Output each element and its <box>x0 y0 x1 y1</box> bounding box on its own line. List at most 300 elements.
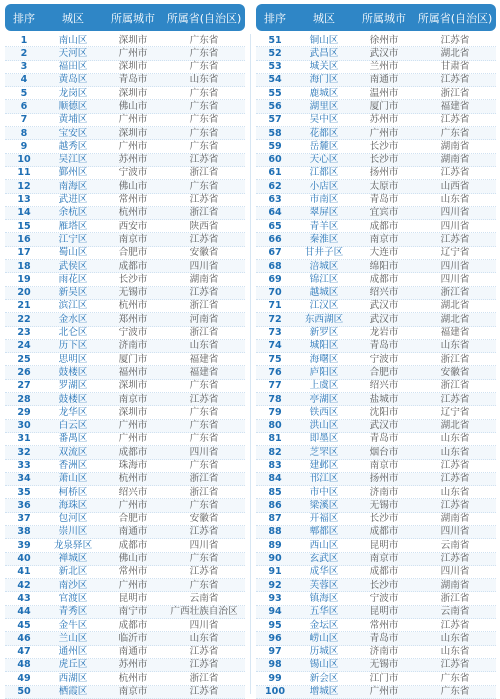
rank-cell: 95 <box>268 619 282 631</box>
district-cell: 邗江区 <box>309 473 339 485</box>
district-cell: 亭湖区 <box>309 393 339 405</box>
province-cell: 山东省 <box>189 340 219 352</box>
city-cell: 南京市 <box>369 233 399 245</box>
province-cell: 四川省 <box>440 566 470 578</box>
district-cell: 海珠区 <box>58 499 88 511</box>
table-row <box>5 114 245 127</box>
district-cell: 青羊区 <box>309 220 339 232</box>
table-row <box>5 486 245 499</box>
table-row <box>256 127 496 140</box>
city-cell: 武汉市 <box>369 47 399 59</box>
rank-cell: 2 <box>20 47 28 59</box>
district-cell: 上虞区 <box>309 380 339 392</box>
table-row <box>256 380 496 393</box>
table-row <box>5 180 245 193</box>
city-cell: 佛山市 <box>118 180 148 192</box>
rank-cell: 81 <box>268 433 282 445</box>
header-province: 所属省(自治区) <box>417 11 493 25</box>
city-cell: 临沂市 <box>118 632 148 644</box>
table-row <box>256 74 496 87</box>
district-cell: 黄埔区 <box>58 114 88 126</box>
province-cell: 四川省 <box>189 260 219 272</box>
province-cell: 广东省 <box>189 140 219 152</box>
province-cell: 福建省 <box>440 100 470 112</box>
city-cell: 郑州市 <box>118 313 148 325</box>
table-row <box>5 646 245 659</box>
city-cell: 广州市 <box>118 47 148 59</box>
city-cell: 深圳市 <box>118 61 148 73</box>
table-row <box>256 433 496 446</box>
table-row <box>5 539 245 552</box>
rank-cell: 33 <box>17 460 31 471</box>
district-cell: 即墨区 <box>309 433 339 445</box>
header-city: 所属城市 <box>111 11 155 25</box>
city-cell: 成都市 <box>118 539 148 551</box>
table-row <box>5 247 245 260</box>
rank-cell: 87 <box>268 513 282 525</box>
province-cell: 山西省 <box>440 180 470 192</box>
province-cell: 云南省 <box>440 606 470 618</box>
rank-cell: 73 <box>268 327 282 339</box>
district-cell: 西山区 <box>309 539 339 551</box>
province-cell: 辽宁省 <box>440 247 470 259</box>
district-cell: 芙蓉区 <box>309 579 339 591</box>
province-cell: 山东省 <box>440 632 470 644</box>
district-cell: 吴江区 <box>58 154 88 166</box>
district-cell: 芝罘区 <box>309 446 339 458</box>
table-row <box>5 526 245 539</box>
rank-cell: 62 <box>268 180 282 192</box>
table-row <box>5 566 245 579</box>
rank-cell: 51 <box>268 34 282 46</box>
rank-cell: 10 <box>17 154 31 166</box>
district-cell: 南山区 <box>58 34 88 46</box>
table-row <box>256 406 496 419</box>
rank-cell: 93 <box>268 592 282 604</box>
rank-cell: 47 <box>17 646 31 658</box>
province-cell: 湖南省 <box>440 579 470 591</box>
rank-cell: 79 <box>268 406 282 418</box>
city-cell: 合肥市 <box>118 513 148 525</box>
table-row <box>256 672 496 685</box>
rank-cell: 86 <box>268 499 282 511</box>
table-row <box>5 433 245 446</box>
rank-cell: 57 <box>268 114 282 126</box>
table-row <box>5 140 245 153</box>
district-cell: 越秀区 <box>58 140 88 152</box>
table-row <box>256 526 496 539</box>
rank-cell: 5 <box>20 87 28 99</box>
rank-cell: 13 <box>17 194 31 206</box>
province-cell: 江苏省 <box>189 154 219 166</box>
province-cell: 山东省 <box>440 486 470 498</box>
rank-cell: 91 <box>268 566 282 578</box>
district-cell: 番禺区 <box>58 433 88 445</box>
city-cell: 青岛市 <box>369 632 399 644</box>
rank-cell: 72 <box>268 313 282 325</box>
province-cell: 浙江省 <box>189 486 219 498</box>
province-cell: 云南省 <box>440 539 470 551</box>
table-row <box>5 154 245 167</box>
city-cell: 青岛市 <box>369 194 399 206</box>
district-cell: 江都区 <box>309 167 339 179</box>
table-row <box>256 366 496 379</box>
province-cell: 湖南省 <box>440 154 470 166</box>
rank-cell: 28 <box>17 393 31 405</box>
rank-cell: 24 <box>17 340 31 352</box>
district-cell: 城阳区 <box>309 340 339 352</box>
rank-cell: 100 <box>264 686 286 698</box>
table-row <box>5 579 245 592</box>
province-cell: 江苏省 <box>440 393 470 405</box>
district-cell: 洪山区 <box>309 420 339 432</box>
city-cell: 成都市 <box>369 220 399 232</box>
district-cell: 雁塔区 <box>58 220 88 232</box>
district-cell: 新北区 <box>58 566 88 578</box>
table-row <box>256 114 496 127</box>
province-cell: 浙江省 <box>189 300 219 312</box>
table-row <box>256 287 496 300</box>
rank-cell: 89 <box>268 539 282 551</box>
city-cell: 广州市 <box>369 127 399 139</box>
table-row <box>256 553 496 566</box>
table-row <box>5 327 245 340</box>
district-cell: 建邺区 <box>309 460 339 471</box>
city-cell: 广州市 <box>118 114 148 126</box>
district-cell: 武侯区 <box>58 260 88 272</box>
rank-cell: 16 <box>17 233 31 245</box>
district-cell: 鹿城区 <box>309 87 339 99</box>
rank-cell: 44 <box>17 606 31 618</box>
rank-cell: 26 <box>17 366 31 378</box>
district-cell: 江宁区 <box>58 233 88 245</box>
rank-cell: 6 <box>20 100 28 112</box>
district-cell: 市中区 <box>309 486 339 498</box>
province-cell: 福建省 <box>189 366 219 378</box>
city-cell: 合肥市 <box>118 247 148 259</box>
province-cell: 浙江省 <box>189 327 219 339</box>
table-row <box>256 87 496 100</box>
rank-cell: 50 <box>17 686 31 698</box>
table-header <box>5 4 245 31</box>
province-cell: 江苏省 <box>440 619 470 631</box>
rank-cell: 1 <box>20 34 28 46</box>
table-row <box>256 220 496 233</box>
city-cell: 长沙市 <box>369 579 399 591</box>
province-cell: 广东省 <box>189 47 219 59</box>
table-row <box>256 632 496 645</box>
city-cell: 南宁市 <box>118 606 148 618</box>
table-row <box>5 273 245 286</box>
city-cell: 无锡市 <box>369 659 399 671</box>
district-cell: 顺德区 <box>58 100 88 112</box>
district-cell: 庐阳区 <box>309 366 339 378</box>
rank-cell: 20 <box>17 287 31 299</box>
rank-cell: 35 <box>17 486 31 498</box>
district-cell: 北仑区 <box>58 327 88 339</box>
city-cell: 常州市 <box>118 566 148 578</box>
rows-left <box>5 34 245 699</box>
province-cell: 广东省 <box>189 406 219 418</box>
rank-cell: 52 <box>268 47 282 59</box>
table-row <box>256 194 496 207</box>
province-cell: 山东省 <box>189 632 219 644</box>
rank-cell: 85 <box>268 486 282 498</box>
city-cell: 绵阳市 <box>369 260 399 272</box>
header-city: 所属城市 <box>362 11 406 25</box>
province-cell: 广东省 <box>189 579 219 591</box>
district-cell: 白云区 <box>58 420 88 432</box>
city-cell: 济南市 <box>369 486 399 498</box>
rank-cell: 76 <box>268 366 282 378</box>
rank-cell: 12 <box>17 180 31 192</box>
table-row <box>256 34 496 47</box>
city-cell: 宁波市 <box>369 592 399 604</box>
table-row <box>256 353 496 366</box>
city-cell: 兰州市 <box>369 61 399 73</box>
rank-cell: 60 <box>268 154 282 166</box>
district-cell: 南海区 <box>58 180 88 192</box>
province-cell: 四川省 <box>440 260 470 272</box>
province-cell: 浙江省 <box>440 380 470 392</box>
city-cell: 南京市 <box>369 553 399 565</box>
table-row <box>5 592 245 605</box>
table-row <box>256 180 496 193</box>
province-cell: 广西壮族自治区 <box>170 606 238 618</box>
province-cell: 四川省 <box>440 207 470 219</box>
province-cell: 辽宁省 <box>440 406 470 418</box>
city-cell: 徐州市 <box>369 34 399 46</box>
rank-cell: 99 <box>268 672 282 684</box>
rank-cell: 45 <box>17 619 31 631</box>
district-cell: 江汉区 <box>309 300 339 312</box>
table-row <box>256 420 496 433</box>
table-row <box>256 154 496 167</box>
table-row <box>5 220 245 233</box>
table-row <box>5 619 245 632</box>
district-cell: 福田区 <box>58 61 88 73</box>
rank-cell: 48 <box>17 659 31 671</box>
province-cell: 江苏省 <box>440 473 470 485</box>
district-cell: 通州区 <box>58 646 88 658</box>
city-cell: 深圳市 <box>118 34 148 46</box>
table-row <box>5 260 245 273</box>
table-row <box>5 420 245 433</box>
district-cell: 罗湖区 <box>58 380 88 392</box>
province-cell: 陕西省 <box>189 220 219 232</box>
city-cell: 宁波市 <box>118 327 148 339</box>
table-row <box>5 167 245 180</box>
province-cell: 四川省 <box>440 526 470 538</box>
city-cell: 成都市 <box>118 619 148 631</box>
district-cell: 青秀区 <box>58 606 88 618</box>
rank-cell: 32 <box>17 446 31 458</box>
rank-cell: 19 <box>17 273 31 285</box>
table-row <box>5 606 245 619</box>
table-row <box>256 659 496 672</box>
rank-cell: 88 <box>268 526 282 538</box>
district-cell: 越城区 <box>309 287 339 299</box>
district-cell: 栖霞区 <box>58 686 88 698</box>
rank-cell: 55 <box>268 87 282 99</box>
province-cell: 江苏省 <box>189 233 219 245</box>
province-cell: 湖北省 <box>440 300 470 312</box>
province-cell: 江苏省 <box>440 233 470 245</box>
city-cell: 常州市 <box>369 619 399 631</box>
district-cell: 龙华区 <box>58 406 88 418</box>
rank-cell: 11 <box>17 167 31 179</box>
province-cell: 广东省 <box>440 686 470 698</box>
district-cell: 黄岛区 <box>58 74 88 86</box>
table-row <box>5 127 245 140</box>
city-cell: 昆明市 <box>369 539 399 551</box>
city-cell: 深圳市 <box>118 406 148 418</box>
province-cell: 浙江省 <box>189 672 219 684</box>
district-cell: 天河区 <box>58 47 88 59</box>
table-row <box>5 287 245 300</box>
province-cell: 广东省 <box>189 433 219 445</box>
rank-cell: 21 <box>17 300 31 312</box>
city-cell: 珠海市 <box>118 460 148 471</box>
table-row <box>256 61 496 74</box>
rank-cell: 77 <box>268 380 282 392</box>
province-cell: 浙江省 <box>440 287 470 299</box>
table-row <box>256 300 496 313</box>
rank-cell: 22 <box>17 313 31 325</box>
district-cell: 包河区 <box>58 513 88 525</box>
city-cell: 长沙市 <box>118 273 148 285</box>
province-cell: 四川省 <box>189 446 219 458</box>
city-cell: 济南市 <box>118 340 148 352</box>
district-cell: 鄞州区 <box>58 167 88 179</box>
rank-cell: 54 <box>268 74 282 86</box>
rank-cell: 69 <box>268 273 282 285</box>
table-row <box>256 446 496 459</box>
city-cell: 无锡市 <box>118 287 148 299</box>
rank-cell: 42 <box>17 579 31 591</box>
province-cell: 湖南省 <box>440 513 470 525</box>
table-row <box>256 207 496 220</box>
district-cell: 崇川区 <box>58 526 88 538</box>
table-row <box>256 579 496 592</box>
rank-cell: 31 <box>17 433 31 445</box>
district-cell: 思明区 <box>58 353 88 365</box>
district-cell: 官渡区 <box>58 592 88 604</box>
rank-cell: 14 <box>17 207 31 219</box>
city-cell: 佛山市 <box>118 100 148 112</box>
city-cell: 成都市 <box>118 446 148 458</box>
province-cell: 浙江省 <box>440 592 470 604</box>
province-cell: 江苏省 <box>189 566 219 578</box>
rank-cell: 34 <box>17 473 31 485</box>
rank-cell: 15 <box>17 220 31 232</box>
rank-cell: 40 <box>17 553 31 565</box>
city-cell: 温州市 <box>369 87 399 99</box>
province-cell: 福建省 <box>189 353 219 365</box>
province-cell: 广东省 <box>440 127 470 139</box>
table-row <box>256 606 496 619</box>
rank-cell: 56 <box>268 100 282 112</box>
district-cell: 龙岗区 <box>58 87 88 99</box>
table-row <box>5 553 245 566</box>
rank-cell: 53 <box>268 61 282 73</box>
rank-cell: 46 <box>17 632 31 644</box>
city-cell: 绍兴市 <box>369 287 399 299</box>
city-cell: 厦门市 <box>369 100 399 112</box>
province-cell: 江苏省 <box>189 194 219 206</box>
province-cell: 四川省 <box>440 273 470 285</box>
district-cell: 武进区 <box>58 194 88 206</box>
province-cell: 江苏省 <box>189 393 219 405</box>
district-cell: 天心区 <box>309 154 339 166</box>
district-cell: 萧山区 <box>58 473 88 485</box>
province-cell: 江苏省 <box>440 34 470 46</box>
table-row <box>5 353 245 366</box>
city-cell: 太原市 <box>369 180 399 192</box>
district-cell: 玄武区 <box>309 553 339 565</box>
province-cell: 广东省 <box>189 61 219 73</box>
district-cell: 鼓楼区 <box>58 366 88 378</box>
province-cell: 江苏省 <box>189 287 219 299</box>
rank-cell: 64 <box>268 207 282 219</box>
table-row <box>256 486 496 499</box>
district-cell: 南沙区 <box>58 579 88 591</box>
rank-cell: 39 <box>17 539 31 551</box>
district-cell: 金坛区 <box>309 619 339 631</box>
city-cell: 武汉市 <box>369 300 399 312</box>
province-cell: 山东省 <box>440 433 470 445</box>
rank-cell: 67 <box>268 247 282 259</box>
table-row <box>256 273 496 286</box>
table-row <box>5 380 245 393</box>
rank-cell: 3 <box>20 61 28 73</box>
rank-cell: 78 <box>268 393 282 405</box>
city-cell: 合肥市 <box>369 366 399 378</box>
city-cell: 杭州市 <box>118 672 148 684</box>
rank-cell: 58 <box>268 127 282 139</box>
district-cell: 锦江区 <box>309 273 339 285</box>
rank-cell: 90 <box>268 553 282 565</box>
table-row <box>5 313 245 326</box>
city-cell: 武汉市 <box>369 420 399 432</box>
city-cell: 宜宾市 <box>369 207 399 219</box>
city-cell: 长沙市 <box>369 513 399 525</box>
city-cell: 广州市 <box>118 433 148 445</box>
city-cell: 成都市 <box>369 273 399 285</box>
table-row <box>256 340 496 353</box>
city-cell: 宁波市 <box>369 353 399 365</box>
table-row <box>5 672 245 685</box>
province-cell: 江苏省 <box>189 646 219 658</box>
table-row <box>5 366 245 379</box>
rank-cell: 82 <box>268 446 282 458</box>
table-row <box>5 632 245 645</box>
city-cell: 济南市 <box>369 646 399 658</box>
table-row <box>5 460 245 473</box>
province-cell: 福建省 <box>440 327 470 339</box>
city-cell: 杭州市 <box>118 207 148 219</box>
district-cell: 龙泉驿区 <box>53 539 93 551</box>
district-cell: 开福区 <box>309 513 339 525</box>
province-cell: 广东省 <box>189 553 219 565</box>
city-cell: 宁波市 <box>118 167 148 179</box>
table-row <box>256 592 496 605</box>
table-row <box>256 473 496 486</box>
district-cell: 铁西区 <box>309 406 339 418</box>
province-cell: 广东省 <box>189 499 219 511</box>
header-district: 城区 <box>62 11 84 25</box>
city-cell: 广州市 <box>118 499 148 511</box>
